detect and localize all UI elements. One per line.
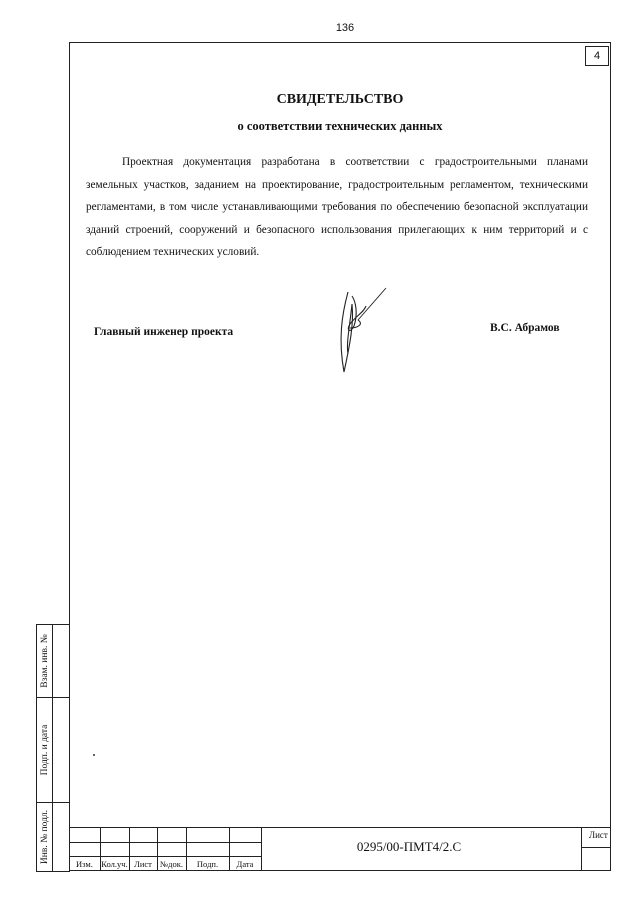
side-stamp-podp <box>36 697 70 803</box>
side-stamp-inv <box>36 802 70 872</box>
list-label: Лист <box>589 830 608 840</box>
signature-image <box>328 284 390 376</box>
col-list: Лист <box>134 859 152 869</box>
page-number: 136 <box>335 22 355 34</box>
col-izm: Изм. <box>76 859 93 869</box>
col-ndok: №док. <box>160 859 183 869</box>
side-label-podp: Подп. и дата <box>39 724 50 776</box>
document-code: 0295/00-ПМТ4/2.С <box>356 839 462 854</box>
col-kolvo: Кол.уч. <box>101 859 128 869</box>
document-subtitle: о соответствии технических данных <box>237 119 443 133</box>
scan-dot <box>93 754 95 756</box>
signer-name: В.С. Абрамов <box>490 322 560 334</box>
side-label-vzam: Взам. инв. № <box>39 634 50 688</box>
document-body: Проектная документация разработана в соответствии с градостроительными планами земельных участков, заданием на проектирование, градостроительным регламентом, техническими регламентами, в том числе устанавливающими требования по обеспечению безопасной эксплуатации зданий строений, сооружений и безопасного использования прилегающих к ним территорий и с соблюдением технических условий. <box>86 156 588 258</box>
sheet-number: 4 <box>585 46 609 66</box>
signer-role: Главный инженер проекта <box>94 326 234 338</box>
title-block <box>69 827 611 871</box>
side-label-inv: Инв. № подл. <box>39 809 50 865</box>
col-data: Дата <box>236 859 254 869</box>
document-title: СВИДЕТЕЛЬСТВО <box>276 92 404 107</box>
col-podp: Подп. <box>196 859 219 869</box>
side-stamp-vzam <box>36 624 70 698</box>
